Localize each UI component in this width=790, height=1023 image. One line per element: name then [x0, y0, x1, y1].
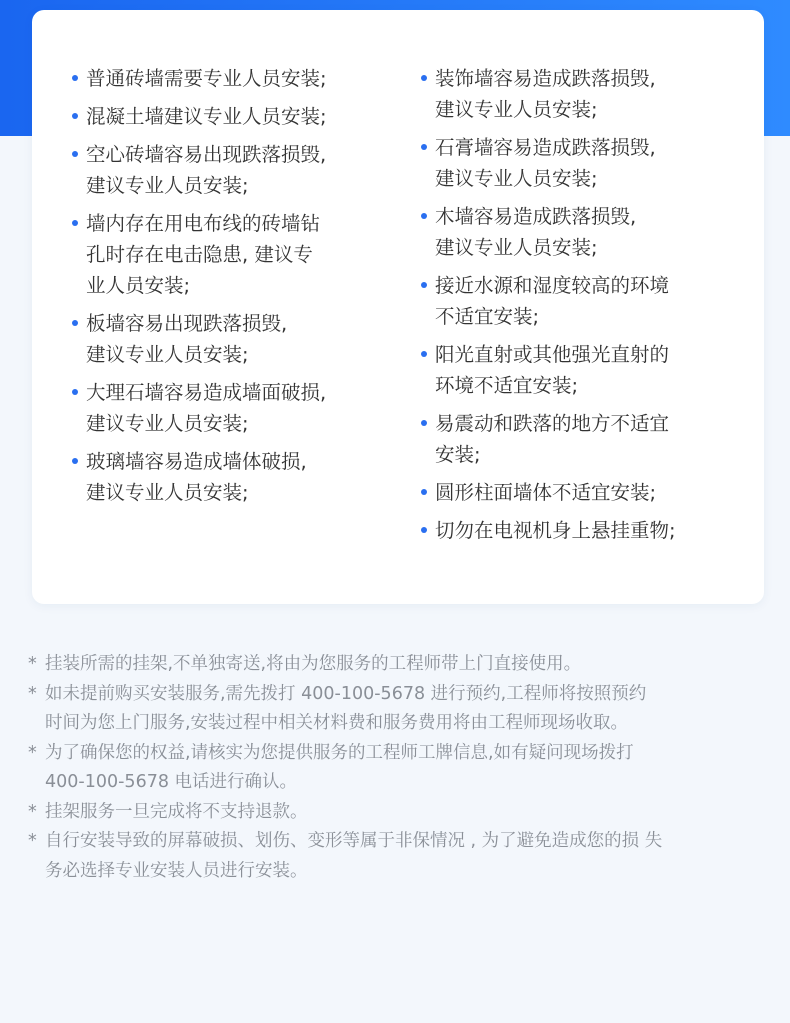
bullet-dot-icon — [421, 144, 427, 150]
bullet-dot-icon — [72, 220, 78, 226]
notice-item-text: 业人员安装; — [86, 274, 191, 297]
asterisk-marker: * — [28, 831, 37, 851]
footnotes — [28, 650, 768, 886]
notice-item — [72, 377, 372, 439]
notice-item-text: 建议专业人员安装; — [435, 236, 598, 259]
notice-item-text: 安装; — [435, 443, 481, 466]
notice-item — [421, 63, 741, 125]
bullet-dot-icon — [421, 75, 427, 81]
notice-item — [421, 408, 741, 470]
asterisk-marker: * — [28, 742, 37, 763]
bullet-dot-icon — [72, 151, 78, 157]
left-notice-list — [72, 63, 372, 515]
notice-item-text: 大理石墙容易造成墙面破损, — [86, 381, 327, 404]
bullet-dot-icon — [72, 113, 78, 119]
footnote-item — [28, 680, 768, 739]
notice-item — [421, 270, 741, 332]
asterisk-marker: * — [28, 683, 37, 704]
notice-item — [421, 515, 741, 546]
bullet-dot-icon — [72, 458, 78, 464]
footnote-item — [28, 650, 768, 680]
notice-item-text: 石膏墙容易造成跌落损毁, — [435, 136, 656, 159]
bullet-dot-icon — [421, 351, 427, 357]
notice-item-text: 圆形柱面墙体不适宜安装; — [435, 481, 657, 504]
notice-item — [421, 339, 741, 401]
notice-item-text: 空心砖墙容易出现跌落损毁, — [86, 143, 327, 166]
notice-item-text: 板墙容易出现跌落损毁, — [86, 312, 288, 335]
footnote-item — [28, 827, 768, 886]
notice-item-text: 不适宜安装; — [435, 305, 540, 328]
footnote-item — [28, 739, 768, 798]
bullet-dot-icon — [421, 527, 427, 533]
right-notice-list — [421, 63, 741, 553]
notice-item-text: 切勿在电视机身上悬挂重物; — [435, 519, 676, 542]
notice-item — [72, 101, 372, 132]
notice-item — [72, 446, 372, 508]
footnote-text: 如未提前购买安装服务,需先拨打 400-100-5678 进行预约,工程师将按照预约 — [45, 683, 647, 704]
bullet-dot-icon — [421, 282, 427, 288]
footnote-text: 挂架服务一旦完成将不支持退款。 — [45, 801, 308, 822]
notice-item-text: 易震动和跌落的地方不适宜 — [435, 412, 670, 435]
footnote-text: 为了确保您的权益,请核实为您提供服务的工程师工牌信息,如有疑问现场拨打 — [45, 742, 634, 763]
notice-item — [72, 139, 372, 201]
bullet-dot-icon — [421, 489, 427, 495]
notice-item — [421, 132, 741, 194]
notice-item-text: 建议专业人员安装; — [435, 167, 598, 190]
notice-item-text: 阳光直射或其他强光直射的 — [435, 343, 670, 366]
bullet-dot-icon — [72, 320, 78, 326]
notice-item-text: 建议专业人员安装; — [86, 174, 249, 197]
asterisk-marker: * — [28, 801, 37, 822]
footnote-item — [28, 798, 768, 828]
notice-item-text: 普通砖墙需要专业人员安装; — [86, 67, 327, 90]
notice-item-text: 混凝土墙建议专业人员安装; — [86, 105, 327, 128]
notice-item-text: 建议专业人员安装; — [435, 98, 598, 121]
asterisk-marker: * — [28, 654, 37, 674]
bullet-dot-icon — [421, 213, 427, 219]
bullet-dot-icon — [72, 389, 78, 395]
notice-item — [72, 308, 372, 370]
installation-notice-card — [32, 10, 764, 604]
notice-item-text: 建议专业人员安装; — [86, 412, 249, 435]
notice-item-text: 玻璃墙容易造成墙体破损, — [86, 450, 307, 473]
notice-item-text: 环境不适宜安装; — [435, 374, 579, 397]
footnote-text: 自行安装导致的屏幕破损、划伤、变形等属于非保情况 , 为了避免造成您的损 失 — [45, 831, 663, 851]
notice-item-text: 木墙容易造成跌落损毁, — [435, 205, 637, 228]
notice-item — [421, 477, 741, 508]
footnote-text: 时间为您上门服务,安装过程中相关材料费和服务费用将由工程师现场收取。 — [45, 713, 629, 733]
notice-item-text: 墙内存在用电布线的砖墙钻 — [86, 212, 321, 235]
notice-item-text: 孔时存在电击隐患, 建议专 — [86, 243, 313, 266]
notice-item-text: 建议专业人员安装; — [86, 343, 249, 366]
notice-item — [72, 63, 372, 94]
notice-item-text: 接近水源和湿度较高的环境 — [435, 274, 670, 297]
notice-item-text: 装饰墙容易造成跌落损毁, — [435, 67, 656, 90]
footnote-text: 务必选择专业安装人员进行安装。 — [45, 860, 308, 881]
notice-item — [72, 208, 372, 301]
bullet-dot-icon — [72, 75, 78, 81]
footnote-text: 400-100-5678 电话进行确认。 — [45, 772, 298, 792]
bullet-dot-icon — [421, 420, 427, 426]
notice-item-text: 建议专业人员安装; — [86, 481, 249, 504]
notice-item — [421, 201, 741, 263]
footnote-text: 挂装所需的挂架,不单独寄送,将由为您服务的工程师带上门直接使用。 — [45, 654, 582, 674]
